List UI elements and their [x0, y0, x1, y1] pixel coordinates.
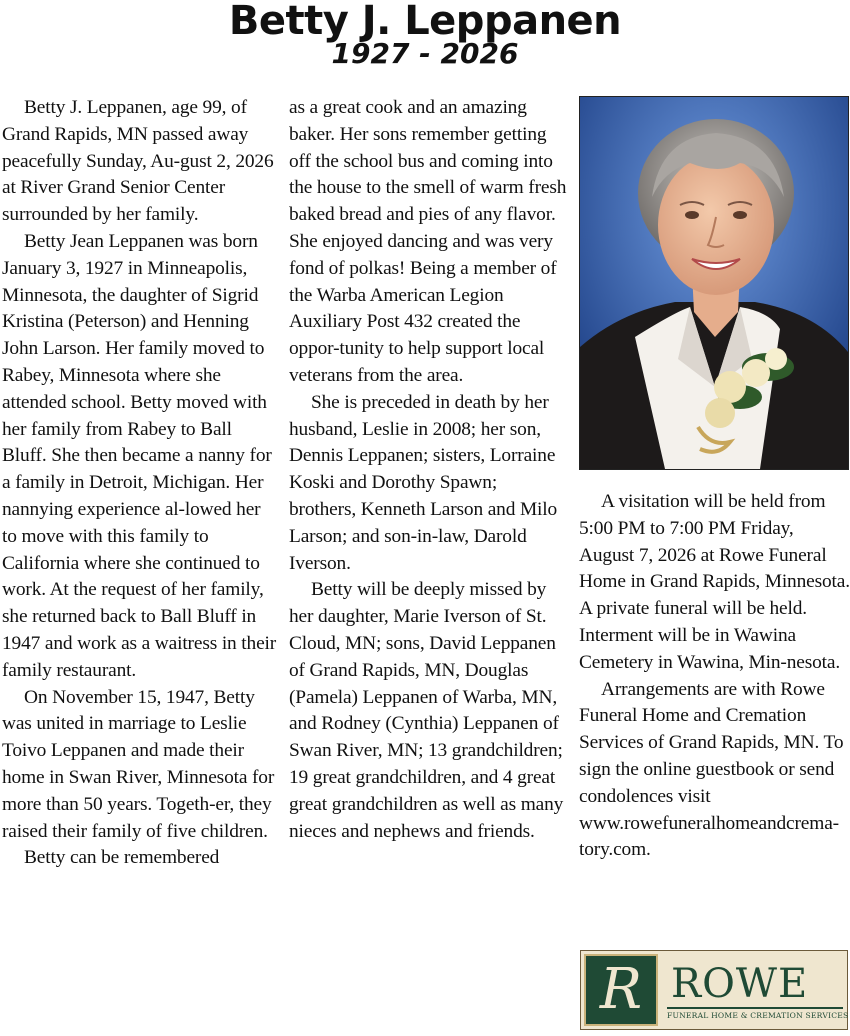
portrait-photo	[579, 96, 849, 470]
paragraph: as a great cook and an amazing baker. Her sons remember getting off the school bus and coming into the house to the smell of warm fresh baked bread and pies of any flavor. She enjoyed dancing and was very fond of polkas! Being a member of the Warba American Legion Auxiliary Post 432 created the oppor-tunity to help support local veterans from the area.	[289, 97, 567, 386]
logo-wordmark: ROWE	[671, 961, 809, 1007]
paragraph: Arrangements are with Rowe Funeral Home and Cremation Services of Grand Rapids, MN. To sign the online guestbook or send condolences visit www.rowefuneralhomeandcrema-tory.com.	[579, 678, 844, 861]
logo-monogram	[584, 954, 658, 1026]
paragraph: Betty will be deeply missed by her daughter, Marie Iverson of St. Cloud, MN; sons, David Leppanen of Grand Rapids, MN, Douglas (Pamela) Leppanen of Warba, MN, and Rodney (Cynthia) Leppanen of Swan River, MN; 13 grandchildren; 19 great grandchildren, and 4 great great grandchildren as well as many nieces and nephews and friends.	[289, 579, 564, 842]
logo-tagline: FUNERAL HOME & CREMATION SERVICES	[667, 1011, 849, 1020]
portrait-illustration	[580, 97, 848, 469]
paragraph: On November 15, 1947, Betty was united in marriage to Leslie Toivo Leppanen and made their home in Swan River, Minnesota for more than 50 years. Togeth-er, they raised their family of five children.	[2, 686, 275, 842]
funeral-home-logo	[580, 950, 848, 1030]
paragraph: Betty J. Leppanen, age 99, of Grand Rapids, MN passed away peacefully Sunday, Au-gust 2, 2026 at River Grand Senior Center surrounded by her family.	[2, 97, 274, 226]
paragraph: She is preceded in death by her husband, Leslie in 2008; her son, Dennis Leppanen; sisters, Lorraine Koski and Dorothy Spawn; brothers, Kenneth Larson and Milo Larson; and son-in-law, Darold Iverson.	[289, 391, 558, 574]
life-years: 1927 - 2026	[331, 37, 519, 70]
logo-divider	[667, 1007, 843, 1009]
logo-initial: R	[599, 957, 643, 1022]
paragraph: A visitation will be held from 5:00 PM to 7:00 PM Friday, August 7, 2026 at Rowe Funeral Home in Grand Rapids, Minnesota. A private funeral will be held. Interment will be in Wawina Cemetery in Wawina, Min-nesota.	[579, 491, 850, 673]
deceased-name: Betty J. Leppanen	[228, 0, 622, 44]
paragraph: Betty can be remembered	[24, 847, 220, 869]
obituary-header	[0, 0, 850, 69]
text-column-1	[2, 95, 278, 872]
paragraph: Betty Jean Leppanen was born January 3, 1927 in Minneapolis, Minnesota, the daughter of Sigrid Kristina (Peterson) and Henning John Larson. Her family moved to Rabey, Minnesota where she attended school. Betty moved with her family from Rabey to Ball Bluff. She then became a nanny for a family in Detroit, Michigan. Her nannying experience al-lowed her to move with this family to California where she continued to work. At the request of her family, she returned back to Ball Bluff in 1947 and work as a waitress in their family restaurant.	[2, 230, 277, 681]
text-column-3	[579, 489, 850, 864]
text-column-2	[289, 95, 567, 845]
